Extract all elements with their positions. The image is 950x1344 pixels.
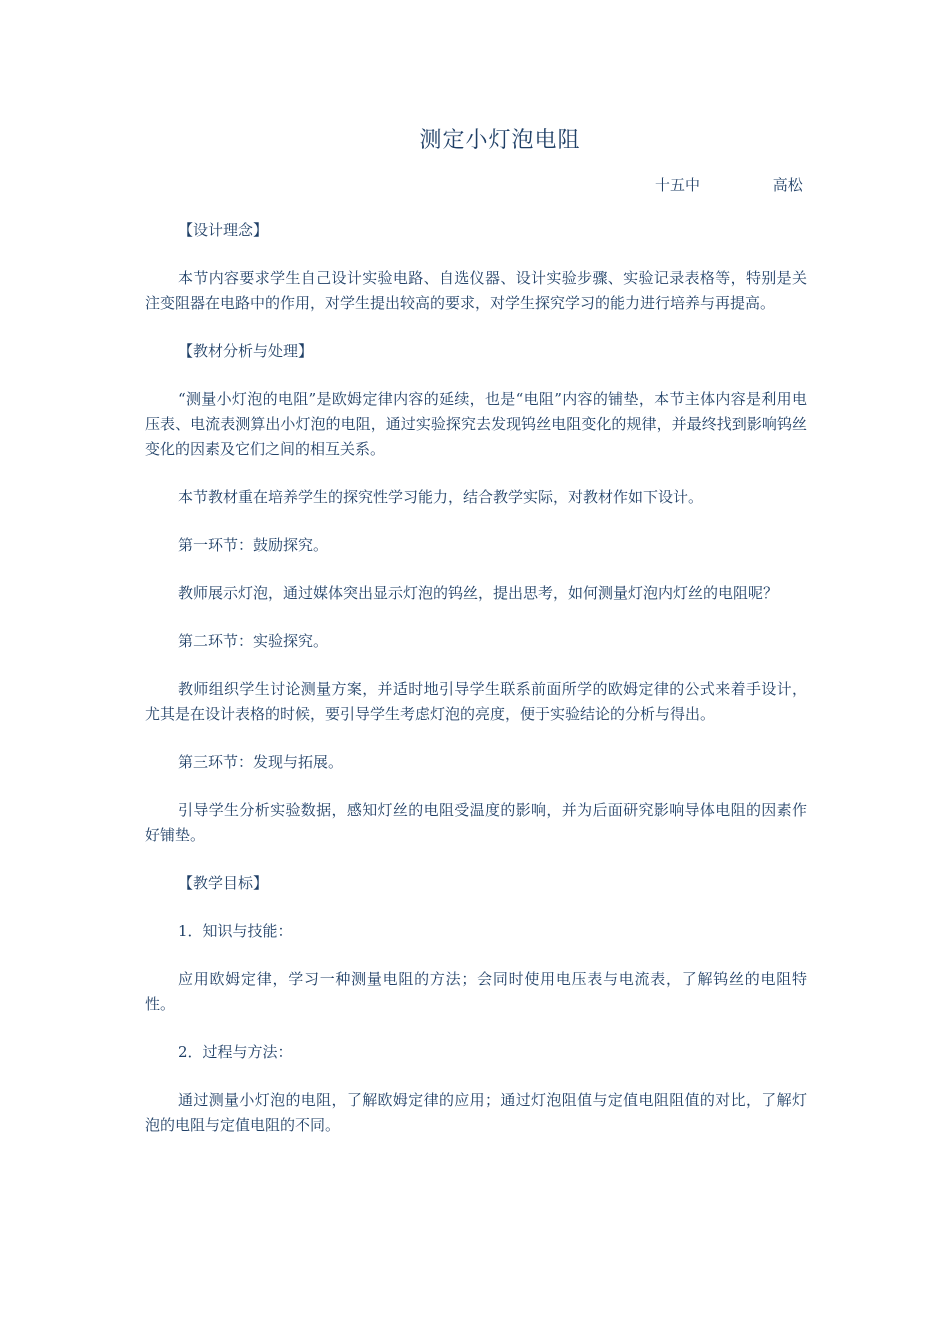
goal2-paragraph: 通过测量小灯泡的电阻，了解欧姆定律的应用；通过灯泡阻值与定值电阻阻值的对比，了解灯泡的电阻与定值电阻的不同。 [145, 1091, 807, 1134]
author-line [655, 174, 803, 195]
step1-heading: 第一环节：鼓励探究。 [178, 536, 329, 554]
analysis-paragraph-2: 本节教材重在培养学生的探究性学习能力，结合教学实际，对教材作如下设计。 [178, 488, 704, 506]
document-body [145, 218, 807, 1161]
document-title: 测定小灯泡电阻 [419, 128, 581, 153]
step3-paragraph: 引导学生分析实验数据，感知灯丝的电阻受温度的影响，并为后面研究影响导体电阻的因素作好铺垫。 [145, 801, 807, 844]
design-paragraph: 本节内容要求学生自己设计实验电路、自选仪器、设计实验步骤、实验记录表格等，特别是关注变阻器在电路中的作用，对学生提出较高的要求，对学生探究学习的能力进行培养与再提高。 [145, 269, 807, 312]
goals-heading: 【教学目标】 [178, 874, 269, 892]
step2-heading: 第二环节：实验探究。 [178, 632, 329, 650]
analysis-paragraph-1: “测量小灯泡的电阻”是欧姆定律内容的延续，也是“电阻”内容的铺垫，本节主体内容是利用电压表、电流表测算出小灯泡的电阻，通过实验探究去发现钨丝电阻变化的规律，并最终找到影响钨丝变化的因素及它们之间的相互关系。 [145, 390, 807, 458]
goal2-heading: 2．过程与方法： [178, 1043, 293, 1061]
step1-paragraph: 教师展示灯泡，通过媒体突出显示灯泡的钨丝，提出思考，如何测量灯泡内灯丝的电阻呢？ [178, 584, 779, 602]
analysis-heading: 【教材分析与处理】 [178, 342, 314, 360]
school-name: 十五中 [655, 176, 701, 194]
step3-heading: 第三环节：发现与拓展。 [178, 753, 344, 771]
goal1-paragraph: 应用欧姆定律，学习一种测量电阻的方法；会同时使用电压表与电流表，了解钨丝的电阻特性。 [145, 970, 807, 1013]
author-name: 高松 [772, 176, 803, 194]
goal1-heading: 1．知识与技能： [178, 922, 293, 940]
design-heading: 【设计理念】 [178, 221, 269, 239]
step2-paragraph: 教师组织学生讨论测量方案，并适时地引导学生联系前面所学的欧姆定律的公式来着手设计，尤其是在设计表格的时候，要引导学生考虑灯泡的亮度，便于实验结论的分析与得出。 [145, 680, 807, 723]
